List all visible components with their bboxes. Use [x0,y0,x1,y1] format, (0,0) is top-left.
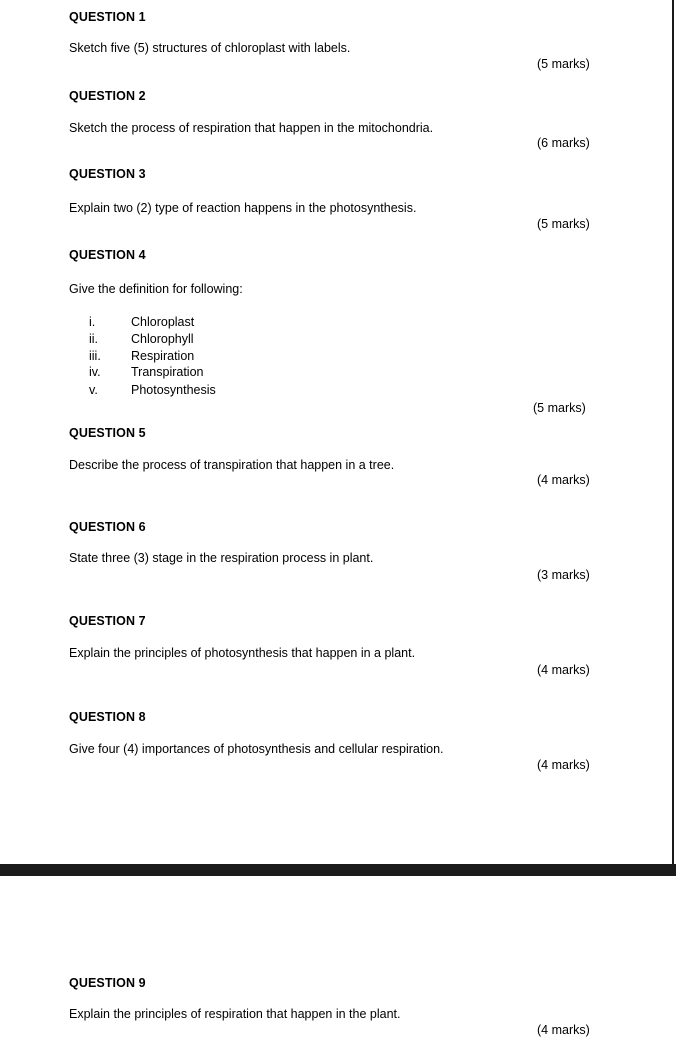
question-2-heading: QUESTION 2 [69,89,146,103]
question-1-marks: (5 marks) [537,57,590,71]
list-item-term: Transpiration [131,365,204,379]
question-8-marks: (4 marks) [537,758,590,772]
question-5-marks: (4 marks) [537,473,590,487]
question-9-marks: (4 marks) [537,1023,590,1037]
list-item-number: ii. [89,332,99,346]
question-1-text: Sketch five (5) structures of chloroplast with labels. [69,41,351,55]
list-item-number: iv. [89,365,101,379]
question-2-marks: (6 marks) [537,136,590,150]
question-3-text: Explain two (2) type of reaction happens in the photosynthesis. [69,201,417,215]
question-7-heading: QUESTION 7 [69,614,146,628]
list-item-number: v. [89,383,98,397]
question-5-heading: QUESTION 5 [69,426,146,440]
question-6-marks: (3 marks) [537,568,590,582]
list-item-term: Photosynthesis [131,383,216,397]
page-border [672,0,674,864]
question-3-heading: QUESTION 3 [69,167,146,181]
question-4-text: Give the definition for following: [69,282,243,296]
list-item-term: Chloroplast [131,315,195,329]
question-3-marks: (5 marks) [537,217,590,231]
question-8-heading: QUESTION 8 [69,710,146,724]
question-9-heading: QUESTION 9 [69,976,146,990]
list-item-term: Chlorophyll [131,332,194,346]
question-7-marks: (4 marks) [537,663,590,677]
question-4-heading: QUESTION 4 [69,248,146,262]
question-9-text: Explain the principles of respiration that happen in the plant. [69,1007,401,1021]
question-6-heading: QUESTION 6 [69,520,146,534]
question-7-text: Explain the principles of photosynthesis that happen in a plant. [69,646,416,660]
list-item-number: i. [89,315,96,329]
question-2-text: Sketch the process of respiration that happen in the mitochondria. [69,121,434,135]
question-5-text: Describe the process of transpiration that happen in a tree. [69,458,395,472]
list-item-term: Respiration [131,349,195,363]
question-1-heading: QUESTION 1 [69,10,146,24]
page-break-divider [0,864,676,876]
list-item-number: iii. [89,349,101,363]
question-4-marks: (5 marks) [533,401,586,415]
question-6-text: State three (3) stage in the respiration process in plant. [69,551,374,565]
question-8-text: Give four (4) importances of photosynthesis and cellular respiration. [69,742,444,756]
